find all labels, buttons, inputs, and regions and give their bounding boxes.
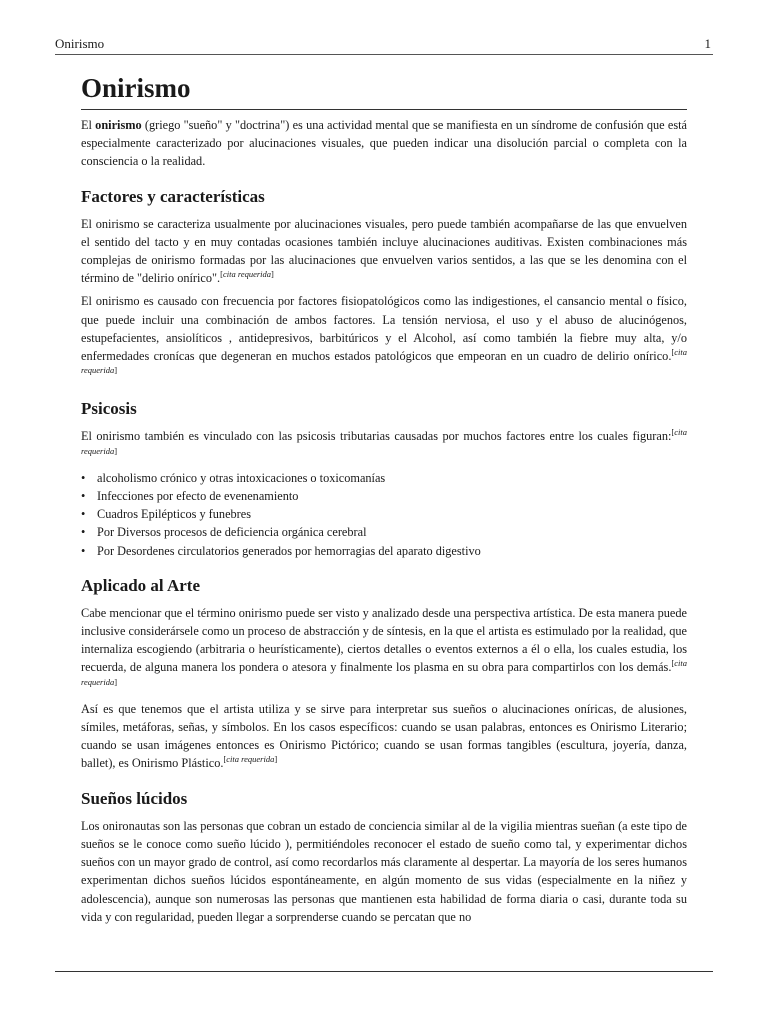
psicosis-paragraph-1 bbox=[81, 427, 687, 463]
intro-post: (griego "sueño" y "doctrina") es una actividad mental que se manifiesta en un síndrome de confusión que está especialmente caracterizado por alucinaciones visuales, que pueden indicar una disolución parcial o completa con la consciencia o la realidad. bbox=[81, 118, 687, 169]
arte-p2-text: Así es que tenemos que el artista utiliza y se sirve para interpretar sus sueños o alucinaciones oníricas, de alusiones, símiles, metáforas, señas, y símbolos. En los casos específicos: cuando se usan palabras, entonces es Onirismo Literario; cuando se usan imágenes entonces es Onirismo Pictórico; cuando se usan formas tangibles (escultura, joyería, danza, ballet), es Onirismo Plástico. bbox=[81, 701, 687, 771]
section-heading-arte: Aplicado al Arte bbox=[81, 575, 200, 595]
arte-paragraph-1 bbox=[81, 604, 687, 695]
factores-p2-text: El onirismo es causado con frecuencia por factores fisiopatológicos como las indigestiones, el cansancio mental o físico, que puede incluir una combinación de ambos factores. La tensión nerviosa, el uso y el abuso de alucinógenos, estupefacientes, ansiolíticos , antidepresivos, barbitúricos y el Alcohol, así como también la fiebre muy alta, y/o enfermedades cronícas que degeneran en muchos estados patológicos que empeoran en un cuadro de delirio onírico. bbox=[81, 294, 687, 364]
citation-needed[interactable]: [ $^{cita requerida}$ ] bbox=[220, 269, 274, 279]
list-item: • Por Desordenes circulatorios generados por hemorragias del aparato digestivo bbox=[97, 542, 687, 560]
citation-needed[interactable]: [ $^{cita requerida}$ ] bbox=[81, 427, 687, 455]
citation-needed[interactable]: [ $^{cita requerida}$ ] bbox=[223, 754, 277, 764]
list-item: • alcoholismo crónico y otras intoxicaciones o toxicomanías bbox=[97, 469, 687, 487]
section-heading-factores: Factores y características bbox=[81, 186, 265, 206]
suenos-paragraph-1: Los onironautas son las personas que cobran un estado de conciencia similar al de la vigilia mientras sueñan (a este tipo de sueños se le conoce como sueño lúcido ), permitiéndoles reconocer el estado de sueño como tal, y experimentar dichos sueños con un mayor grado de control, así como recordarlos más claramente al despertar. La mayoría de los seres humanos experimentan dichos sueños lúcidos espontáneamente, en algún momento de sus vidas (especialmente en la niñez y adolescencia), aunque son numerosas las personas que mantienen esta habilidad de forma diaria o casi, durante toda su vida y con regularidad, pueden llegar a sorprenderse cuando se percatan que no bbox=[81, 818, 687, 924]
citation-needed[interactable]: [ $^{cita requerida}$ ] bbox=[81, 347, 687, 375]
running-header bbox=[55, 34, 713, 55]
article-body bbox=[81, 72, 687, 931]
page-number: 1 bbox=[704, 36, 711, 51]
factores-paragraph-2 bbox=[81, 292, 687, 383]
intro-term: onirismo bbox=[95, 118, 142, 132]
intro-paragraph bbox=[81, 116, 687, 171]
running-header-title: Onirismo bbox=[55, 36, 105, 51]
section-heading-psicosis: Psicosis bbox=[81, 399, 137, 419]
arte-p1-text: Cabe mencionar que el término onirismo puede ser visto y analizado desde una perspectiva artística. De esta manera puede inclusive considerársele como un proceso de abstracción y de síntesis, en la que el artista es estimulado por la realidad, que internaliza escogiendo (arbitraria o heurísticamente), ciertos detalles o eventos externos a él o ella, los cuales estudia, los recuerda, de alguna manera los pondera o atesora y finalmente los plasma en su obra para compartirlos con los demás. bbox=[81, 605, 687, 675]
psicosis-factor-list bbox=[81, 469, 687, 560]
list-item: • Cuadros Epilépticos y funebres bbox=[97, 505, 687, 523]
list-item: • Infecciones por efecto de evenenamiento bbox=[97, 487, 687, 505]
factores-p1-text: El onirismo se caracteriza usualmente por alucinaciones visuales, pero puede también acompañarse de las que envuelven el sentido del tacto y en muy contadas ocasiones también incluye alucinaciones auditivas. Existen combinaciones más complejas de onirismo formadas por las alucinaciones que envuelven varios sentidos, a las que se les denomina con el término de "delirio onírico". bbox=[81, 216, 687, 286]
list-item: • Por Diversos procesos de deficiencia orgánica cerebral bbox=[97, 523, 687, 541]
citation-needed[interactable]: [ $^{cita requerida}$ ] bbox=[81, 658, 687, 686]
section-heading-suenos: Sueños lúcidos bbox=[81, 788, 188, 808]
intro-pre: El bbox=[81, 118, 96, 132]
factores-paragraph-1 bbox=[81, 215, 687, 288]
footer-rule bbox=[55, 971, 713, 972]
psicosis-p1-text: El onirismo también es vinculado con las psicosis tributarias causadas por muchos factores entre los cuales figuran: bbox=[81, 429, 672, 444]
arte-paragraph-2 bbox=[81, 700, 687, 773]
page-title: Onirismo bbox=[81, 72, 687, 110]
